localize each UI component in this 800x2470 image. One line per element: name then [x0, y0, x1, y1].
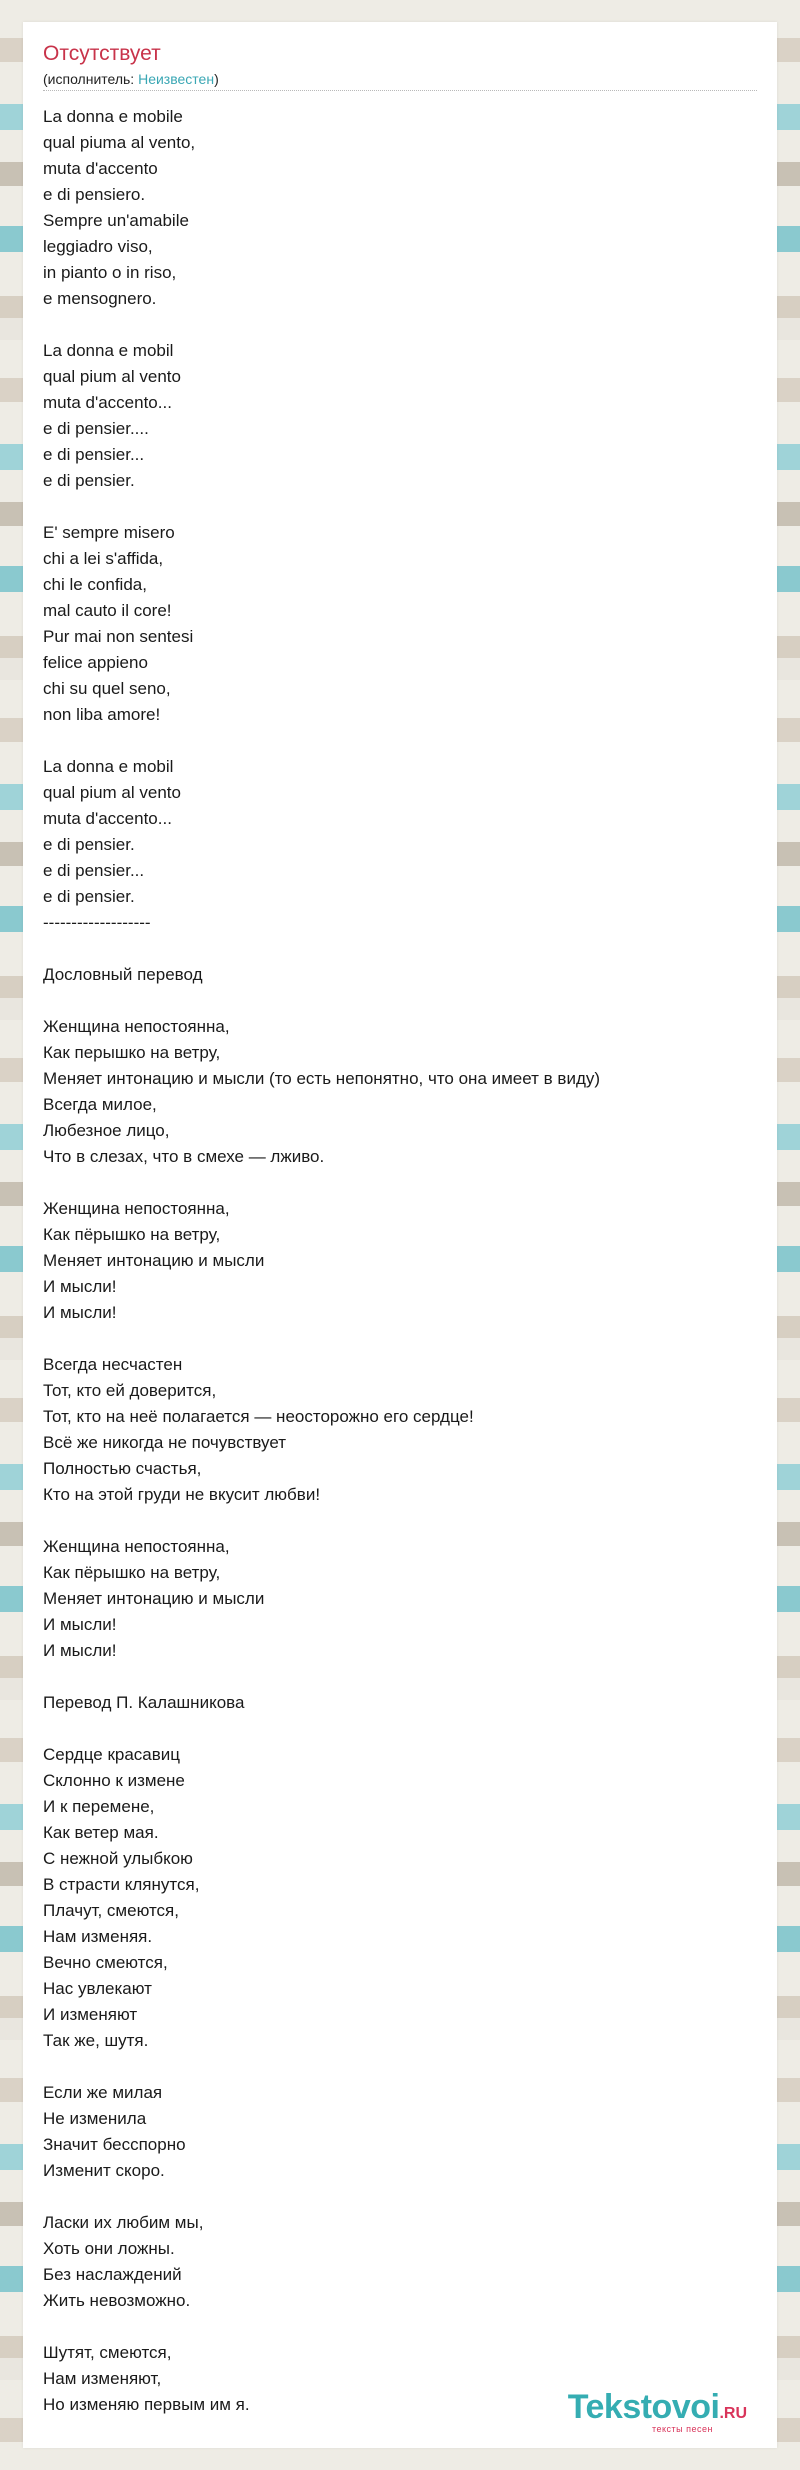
artist-line: [43, 70, 219, 88]
title-divider: [43, 90, 757, 91]
logo-tagline: тексты песен: [651, 2424, 713, 2434]
artist-prefix: (исполнитель:: [43, 71, 139, 87]
song-card: [23, 22, 777, 2448]
artist-link[interactable]: Неизвестен: [138, 71, 215, 87]
site-logo[interactable]: [568, 2390, 747, 2434]
song-title: Отсутствует: [43, 42, 161, 65]
logo-tld: .RU: [719, 2405, 747, 2422]
artist-suffix: ): [214, 71, 219, 87]
logo-name: Tekstovoi: [567, 2388, 720, 2426]
lyrics-text: La donna e mobile qual piuma al vento, muta d'accento e di pensiero. Sempre un'amabile leggiadro viso, in pianto o in riso, e mensognero. La donna e mobil qual pium al vento muta d'accento... e di pensier.... e di pensier... e di pensier. E' sempre misero chi a lei s'affida, chi le confida, mal cauto il core! Pur mai non sentesi felice appieno chi su quel seno, non liba amore! La donna e mobil qual pium al vento muta d'accento... e di pensier. e di pensier... e di pensier. ------------------- Дословный перевод Женщина непостоянна, Как перышко на ветру, Меняет интонацию и мысли (то есть непонятно, что она имеет в виду) Всегда милое, Любезное лицо, Что в слезах, что в смехе — лживо. Женщина непостоянна, Как пёрышко на ветру, Меняет интонацию и мысли И мысли! И мысли! Всегда несчастен Тот, кто ей доверится, Тот, кто на неё полагается — неосторожно его сердце! Всё же никогда не почувствует Полностью счастья, Кто на этой груди не вкусит любви! Женщина непостоянна, Как пёрышко на ветру, Меняет интонацию и мысли И мысли! И мысли! Перевод П. Калашникова Сердце красавиц Склонно к измене И к перемене, Как ветер мая. С нежной улыбкою В страсти клянутся, Плачут, смеются, Нам изменяя. Вечно смеются, Нас увлекают И изменяют Так же, шутя. Если же милая Не изменила Значит бесспорно Изменит скоро. Ласки их любим мы, Хоть они ложны. Без наслаждений Жить невозможно. Шутят, смеются, Нам изменяют, Но изменяю первым им я.: [43, 107, 601, 2414]
